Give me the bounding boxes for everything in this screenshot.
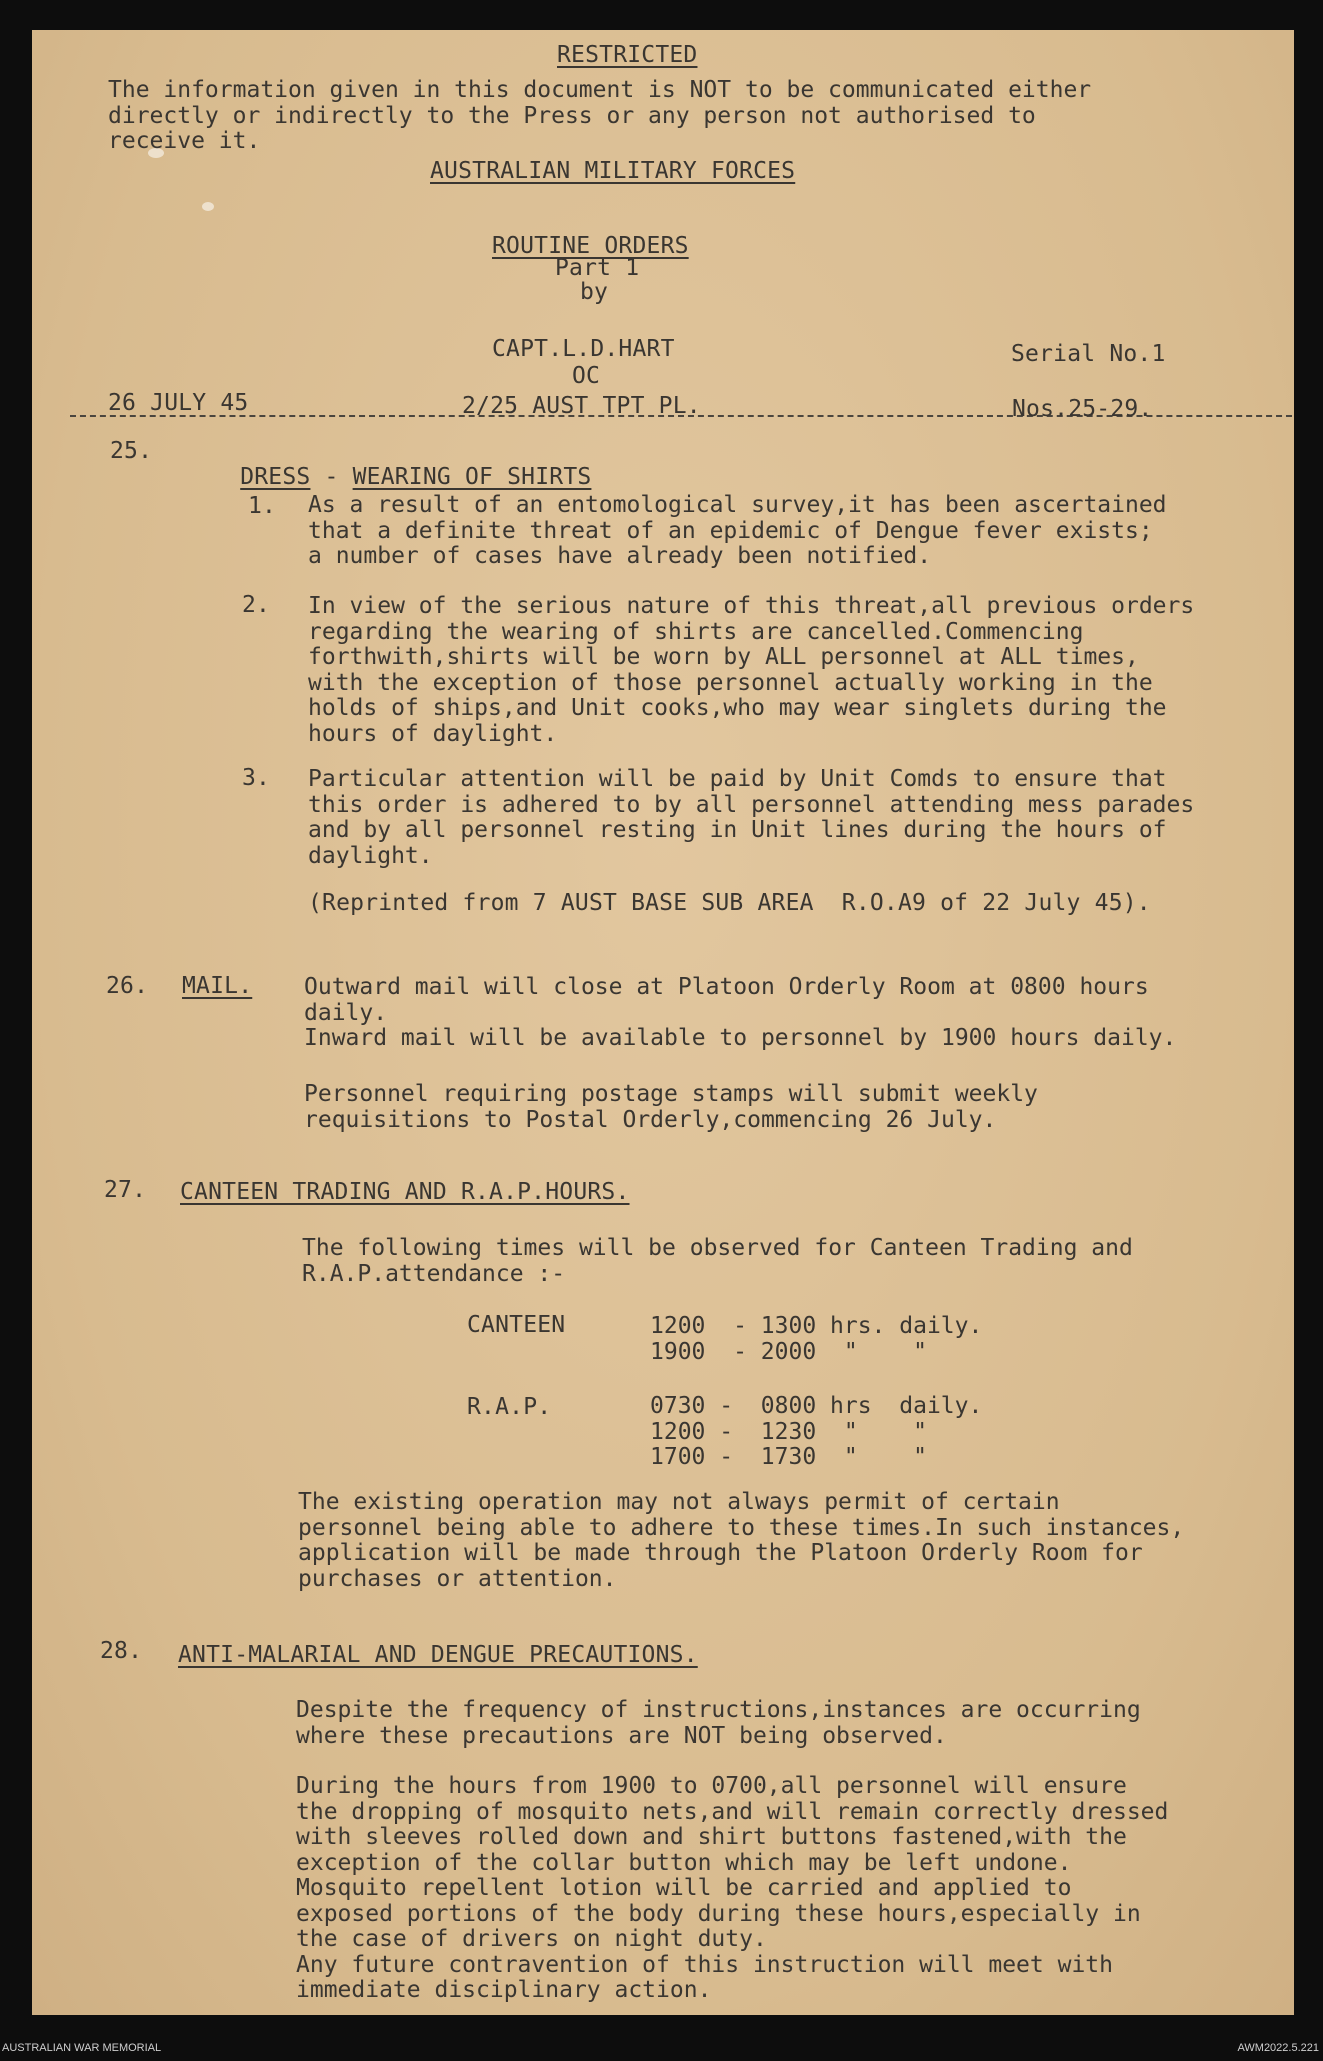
section-26-para-2: Personnel requiring postage stamps will submit weekly requisitions to Postal Orderly,commencing 26 July. — [304, 1081, 1038, 1133]
section-25-para-1-number: 1. — [248, 493, 277, 519]
unit-name: 2/25 AUST TPT PL. — [462, 393, 701, 419]
section-25-para-1: As a result of an entomological survey,it has been ascertained that a definite threat of an epidemic of Dengue fever exists; a number of cases have already been notified. — [308, 492, 1167, 569]
order-date: 26 JULY 45 — [108, 390, 249, 416]
section-27-number: 27. — [104, 1177, 147, 1203]
section-28-para-2: During the hours from 1900 to 0700,all personnel will ensure the dropping of mosquito nets,and will remain correctly dressed with sleeves rolled down and shirt buttons fastened,with the exception of the collar button which may be left undone. Mosquito repellent lotion will be carried and applied to exposed portions of the body during these hours,especially in the case of drivers on night duty. Any future contravention of this instruction will meet with immediate disciplinary action. — [296, 1773, 1169, 2003]
section-27-intro: The following times will be observed for Canteen Trading and R.A.P.attendance :- — [302, 1235, 1133, 1287]
section-26-para-1: Outward mail will close at Platoon Orderly Room at 0800 hours daily. Inward mail will be available to personnel by 1900 hours daily. — [304, 974, 1177, 1051]
document-page — [32, 30, 1294, 2015]
rap-label: R.A.P. — [467, 1394, 552, 1420]
section-25-title-sep: - — [310, 464, 353, 490]
section-27-title: CANTEEN TRADING AND R.A.P.HOURS. — [180, 1179, 630, 1205]
canteen-times: 1200 - 1300 hrs. daily. 1900 - 2000 " " — [650, 1313, 983, 1365]
section-25-para-3: Particular attention will be paid by Unit Comds to ensure that this order is adhered to by all personnel attending mess parades and by all personnel resting in Unit lines during the hours of daylight. — [308, 766, 1195, 869]
section-26-title: MAIL. — [182, 973, 253, 999]
rap-times: 0730 - 0800 hrs daily. 1200 - 1230 " " 1700 - 1730 " " — [650, 1393, 983, 1470]
officer-role: OC — [572, 363, 601, 389]
canteen-label: CANTEEN — [467, 1312, 566, 1338]
footer-credit: AUSTRALIAN WAR MEMORIAL — [2, 2042, 162, 2054]
section-25-para-2: In view of the serious nature of this threat,all previous orders regarding the wearing of shirts are cancelled.Commencing forthwith,shirts will be worn by ALL personnel at ALL times, with the exception of those personnel actually working in the holds of ships,and Unit cooks,who may wear singlets during the hours of daylight. — [308, 593, 1195, 747]
officer-name: CAPT.L.D.HART — [492, 336, 675, 362]
section-25-title-b: WEARING OF SHIRTS — [352, 464, 592, 490]
serial-number: Serial No.1 — [1011, 341, 1166, 367]
section-25-title-a: DRESS — [240, 464, 311, 490]
orders-part: Part 1 — [555, 255, 640, 281]
section-25-reprint-note: (Reprinted from 7 AUST BASE SUB AREA R.O.A9 of 22 July 45). — [308, 890, 1151, 916]
paper-blemish — [202, 202, 214, 211]
order-numbers: Nos.25-29. — [1012, 396, 1153, 422]
classification-heading: RESTRICTED — [557, 42, 698, 68]
section-25-para-2-number: 2. — [242, 592, 271, 618]
section-28-para-1: Despite the frequency of instructions,instances are occurring where these precautions are NOT being observed. — [296, 1697, 1141, 1749]
section-28-title: ANTI-MALARIAL AND DENGUE PRECAUTIONS. — [178, 1642, 698, 1668]
orders-title: ROUTINE ORDERS — [492, 233, 689, 259]
section-28-number: 28. — [100, 1638, 143, 1664]
footer-accession-number: AWM2022.5.221 — [1237, 2042, 1319, 2054]
section-25-para-3-number: 3. — [242, 765, 271, 791]
section-26-number: 26. — [106, 973, 149, 999]
force-heading: AUSTRALIAN MILITARY FORCES — [430, 158, 796, 184]
restriction-notice: The information given in this document is NOT to be communicated either directly or indirectly to the Press or any person not authorised to receive it. — [108, 77, 1092, 154]
section-25-number: 25. — [110, 438, 153, 464]
section-27-outro: The existing operation may not always permit of certain personnel being able to adhere to these times.In such instances, application will be made through the Platoon Orderly Room for purchases or attention. — [298, 1489, 1185, 1592]
orders-by: by — [580, 279, 609, 305]
